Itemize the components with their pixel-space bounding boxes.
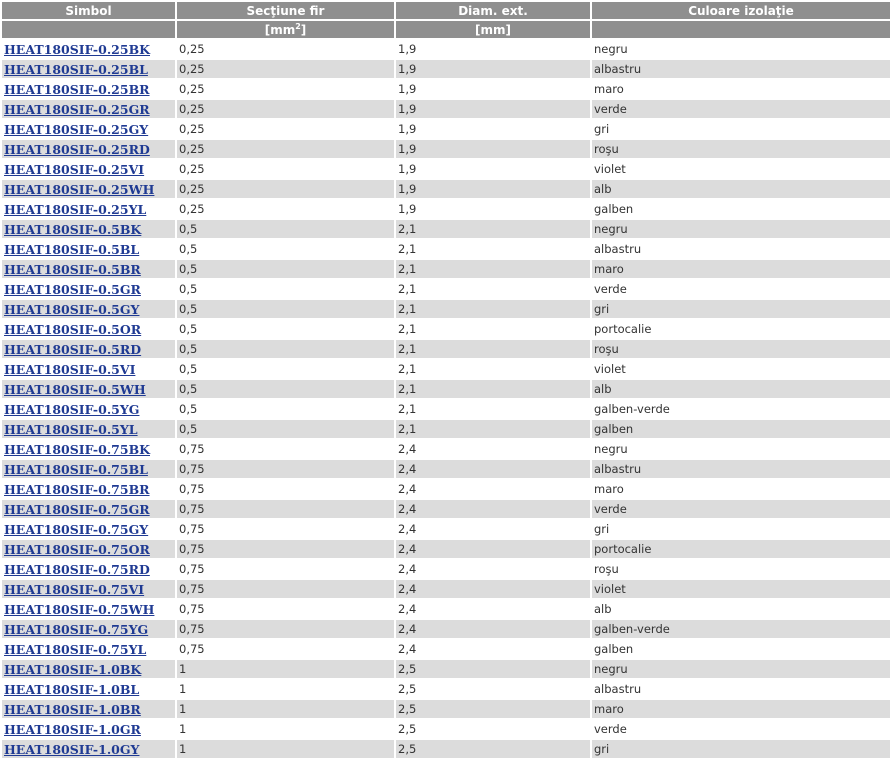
cell-diam: 2,4 <box>396 620 590 638</box>
table-row <box>2 460 890 478</box>
cell-simbol <box>2 660 175 678</box>
table-row <box>2 220 890 238</box>
cell-simbol <box>2 380 175 398</box>
header-sectiune: Secţiune fir <box>177 2 394 19</box>
cell-sectiune: 0,75 <box>177 460 394 478</box>
product-link[interactable]: HEAT180SIF-1.0BK <box>4 661 142 677</box>
cell-sectiune: 0,25 <box>177 160 394 178</box>
cell-culoare: verde <box>592 100 890 118</box>
cell-simbol <box>2 540 175 558</box>
cell-diam: 2,1 <box>396 220 590 238</box>
cell-diam: 1,9 <box>396 160 590 178</box>
cell-diam: 2,1 <box>396 320 590 338</box>
cell-diam: 1,9 <box>396 80 590 98</box>
table-row <box>2 80 890 98</box>
product-link[interactable]: HEAT180SIF-0.5OR <box>4 321 142 337</box>
cell-simbol <box>2 100 175 118</box>
unit-sectiune-base: [mm <box>264 22 296 37</box>
table-row <box>2 300 890 318</box>
table-row <box>2 160 890 178</box>
cell-culoare: galben <box>592 420 890 438</box>
product-link[interactable]: HEAT180SIF-1.0GR <box>4 721 141 737</box>
cell-culoare: negru <box>592 220 890 238</box>
cell-culoare: galben-verde <box>592 400 890 418</box>
table-row <box>2 480 890 498</box>
product-link[interactable]: HEAT180SIF-0.25YL <box>4 201 147 217</box>
cell-culoare: negru <box>592 440 890 458</box>
product-link[interactable]: HEAT180SIF-0.75GY <box>4 521 149 537</box>
product-link[interactable]: HEAT180SIF-0.75RD <box>4 561 150 577</box>
table-row <box>2 560 890 578</box>
cell-simbol <box>2 440 175 458</box>
cell-simbol <box>2 740 175 758</box>
cell-culoare: alb <box>592 600 890 618</box>
table-row <box>2 100 890 118</box>
cell-diam: 2,5 <box>396 720 590 738</box>
cell-simbol <box>2 60 175 78</box>
cell-diam: 2,1 <box>396 420 590 438</box>
cell-sectiune: 0,75 <box>177 500 394 518</box>
cell-simbol <box>2 80 175 98</box>
cell-simbol <box>2 220 175 238</box>
cell-diam: 1,9 <box>396 200 590 218</box>
table-row <box>2 660 890 678</box>
cell-diam: 2,1 <box>396 340 590 358</box>
cell-culoare: roşu <box>592 560 890 578</box>
cell-culoare: galben-verde <box>592 620 890 638</box>
table-row <box>2 380 890 398</box>
cell-culoare: portocalie <box>592 320 890 338</box>
product-link[interactable]: HEAT180SIF-0.25GY <box>4 121 149 137</box>
cell-culoare: gri <box>592 740 890 758</box>
cell-culoare: albastru <box>592 60 890 78</box>
cell-sectiune: 0,5 <box>177 380 394 398</box>
cell-sectiune: 0,75 <box>177 600 394 618</box>
table-row <box>2 140 890 158</box>
unit-empty-culoare <box>592 21 890 38</box>
header-diam: Diam. ext. <box>396 2 590 19</box>
cell-simbol <box>2 240 175 258</box>
cell-simbol <box>2 680 175 698</box>
cell-sectiune: 0,75 <box>177 560 394 578</box>
table-row <box>2 120 890 138</box>
unit-diam: [mm] <box>396 21 590 38</box>
product-link[interactable]: HEAT180SIF-0.25BR <box>4 81 150 97</box>
cell-diam: 2,4 <box>396 600 590 618</box>
cell-simbol <box>2 200 175 218</box>
cell-diam: 2,1 <box>396 380 590 398</box>
product-link[interactable]: HEAT180SIF-0.25BK <box>4 41 150 57</box>
table-row <box>2 240 890 258</box>
table-body <box>2 40 890 758</box>
table-row <box>2 440 890 458</box>
cell-diam: 2,5 <box>396 660 590 678</box>
cell-diam: 2,4 <box>396 560 590 578</box>
cell-sectiune: 0,75 <box>177 480 394 498</box>
cell-sectiune: 0,25 <box>177 120 394 138</box>
product-link[interactable]: HEAT180SIF-0.75YL <box>4 641 147 657</box>
units-row <box>2 21 890 38</box>
cell-culoare: negru <box>592 40 890 58</box>
cell-simbol <box>2 600 175 618</box>
cell-diam: 2,4 <box>396 440 590 458</box>
cell-simbol <box>2 460 175 478</box>
cell-sectiune: 0,25 <box>177 60 394 78</box>
product-link[interactable]: HEAT180SIF-0.5BK <box>4 221 142 237</box>
cell-culoare: galben <box>592 640 890 658</box>
cell-culoare: gri <box>592 120 890 138</box>
table-row <box>2 420 890 438</box>
cell-culoare: maro <box>592 260 890 278</box>
cell-diam: 2,5 <box>396 700 590 718</box>
cell-culoare: violet <box>592 360 890 378</box>
cell-simbol <box>2 620 175 638</box>
cell-simbol <box>2 320 175 338</box>
header-row <box>2 2 890 19</box>
cell-culoare: alb <box>592 380 890 398</box>
cell-culoare: maro <box>592 700 890 718</box>
cell-simbol <box>2 420 175 438</box>
cell-diam: 1,9 <box>396 120 590 138</box>
table-row <box>2 500 890 518</box>
cell-culoare: gri <box>592 300 890 318</box>
cell-sectiune: 1 <box>177 740 394 758</box>
cell-culoare: galben <box>592 200 890 218</box>
cell-diam: 1,9 <box>396 40 590 58</box>
cell-simbol <box>2 400 175 418</box>
cell-sectiune: 0,75 <box>177 580 394 598</box>
cell-sectiune: 0,75 <box>177 620 394 638</box>
cell-sectiune: 0,5 <box>177 280 394 298</box>
product-link[interactable]: HEAT180SIF-0.5BL <box>4 241 140 257</box>
cell-diam: 2,1 <box>396 360 590 378</box>
cell-simbol <box>2 560 175 578</box>
product-link[interactable]: HEAT180SIF-0.5GY <box>4 301 140 317</box>
cell-culoare: maro <box>592 480 890 498</box>
product-link[interactable]: HEAT180SIF-0.25WH <box>4 181 155 197</box>
table-row <box>2 680 890 698</box>
product-link[interactable]: HEAT180SIF-0.25RD <box>4 141 150 157</box>
cell-culoare: violet <box>592 580 890 598</box>
cell-culoare: negru <box>592 660 890 678</box>
cell-sectiune: 0,75 <box>177 520 394 538</box>
cell-sectiune: 0,25 <box>177 100 394 118</box>
product-link[interactable]: HEAT180SIF-0.25BL <box>4 61 148 77</box>
cell-sectiune: 0,25 <box>177 80 394 98</box>
table-row <box>2 280 890 298</box>
product-link[interactable]: HEAT180SIF-1.0BR <box>4 701 141 717</box>
table-row <box>2 260 890 278</box>
cell-simbol <box>2 700 175 718</box>
cell-simbol <box>2 480 175 498</box>
cell-simbol <box>2 40 175 58</box>
cell-simbol <box>2 140 175 158</box>
product-link[interactable]: HEAT180SIF-0.25VI <box>4 161 145 177</box>
table-row <box>2 180 890 198</box>
cell-culoare: verde <box>592 280 890 298</box>
table-row <box>2 640 890 658</box>
cell-diam: 1,9 <box>396 60 590 78</box>
cell-culoare: albastru <box>592 680 890 698</box>
table-row <box>2 580 890 598</box>
cell-sectiune: 0,5 <box>177 420 394 438</box>
table-row <box>2 720 890 738</box>
cell-diam: 2,1 <box>396 240 590 258</box>
cell-diam: 2,4 <box>396 640 590 658</box>
product-link[interactable]: HEAT180SIF-0.25GR <box>4 101 150 117</box>
cell-diam: 2,4 <box>396 460 590 478</box>
table-row <box>2 700 890 718</box>
cell-diam: 1,9 <box>396 100 590 118</box>
cell-sectiune: 0,25 <box>177 200 394 218</box>
cell-simbol <box>2 260 175 278</box>
table-row <box>2 520 890 538</box>
product-link[interactable]: HEAT180SIF-0.75BR <box>4 481 150 497</box>
table-row <box>2 620 890 638</box>
table-row <box>2 360 890 378</box>
cell-sectiune: 0,5 <box>177 400 394 418</box>
cell-culoare: verde <box>592 500 890 518</box>
cell-diam: 1,9 <box>396 180 590 198</box>
cell-culoare: roşu <box>592 340 890 358</box>
cell-simbol <box>2 360 175 378</box>
cell-sectiune: 0,25 <box>177 140 394 158</box>
table-row <box>2 600 890 618</box>
table-row <box>2 400 890 418</box>
table-row <box>2 740 890 758</box>
cell-simbol <box>2 340 175 358</box>
cell-diam: 2,4 <box>396 540 590 558</box>
product-link[interactable]: HEAT180SIF-0.5RD <box>4 341 142 357</box>
table-row <box>2 200 890 218</box>
cell-sectiune: 0,5 <box>177 360 394 378</box>
table-row <box>2 40 890 58</box>
product-link[interactable]: HEAT180SIF-0.5BR <box>4 261 141 277</box>
cell-diam: 2,4 <box>396 580 590 598</box>
unit-empty-simbol <box>2 21 175 38</box>
product-link[interactable]: HEAT180SIF-0.75VI <box>4 581 145 597</box>
table-row <box>2 60 890 78</box>
table-row <box>2 340 890 358</box>
product-link[interactable]: HEAT180SIF-0.75BK <box>4 441 150 457</box>
cell-sectiune: 0,5 <box>177 320 394 338</box>
cell-culoare: gri <box>592 520 890 538</box>
product-link[interactable]: HEAT180SIF-1.0GY <box>4 741 140 757</box>
cell-sectiune: 0,75 <box>177 540 394 558</box>
cell-simbol <box>2 280 175 298</box>
cell-sectiune: 1 <box>177 680 394 698</box>
table-row <box>2 320 890 338</box>
cell-culoare: violet <box>592 160 890 178</box>
cell-sectiune: 0,5 <box>177 300 394 318</box>
table-header <box>2 2 890 38</box>
unit-sectiune-sup: 2 <box>295 21 301 31</box>
header-culoare: Culoare izolaţie <box>592 2 890 19</box>
product-link[interactable]: HEAT180SIF-0.5YG <box>4 401 140 417</box>
cell-culoare: albastru <box>592 240 890 258</box>
cell-diam: 2,1 <box>396 280 590 298</box>
cell-simbol <box>2 500 175 518</box>
cell-simbol <box>2 120 175 138</box>
cell-diam: 2,4 <box>396 500 590 518</box>
cell-sectiune: 0,5 <box>177 340 394 358</box>
cell-diam: 2,4 <box>396 520 590 538</box>
cell-culoare: maro <box>592 80 890 98</box>
cell-culoare: alb <box>592 180 890 198</box>
cell-sectiune: 1 <box>177 720 394 738</box>
product-link[interactable]: HEAT180SIF-0.75WH <box>4 601 155 617</box>
cell-diam: 2,4 <box>396 480 590 498</box>
table-row <box>2 540 890 558</box>
header-simbol: Simbol <box>2 2 175 19</box>
cell-culoare: roşu <box>592 140 890 158</box>
product-link[interactable]: HEAT180SIF-0.5VI <box>4 361 136 377</box>
cell-diam: 2,1 <box>396 260 590 278</box>
product-link[interactable]: HEAT180SIF-0.75OR <box>4 541 150 557</box>
product-link[interactable]: HEAT180SIF-0.75BL <box>4 461 148 477</box>
cell-simbol <box>2 720 175 738</box>
cell-simbol <box>2 640 175 658</box>
cell-diam: 1,9 <box>396 140 590 158</box>
cell-sectiune: 0,5 <box>177 260 394 278</box>
cell-sectiune: 0,75 <box>177 640 394 658</box>
product-link[interactable]: HEAT180SIF-0.5WH <box>4 381 146 397</box>
product-link[interactable]: HEAT180SIF-0.75YG <box>4 621 149 637</box>
cell-culoare: albastru <box>592 460 890 478</box>
cell-sectiune: 1 <box>177 660 394 678</box>
product-link[interactable]: HEAT180SIF-0.75GR <box>4 501 150 517</box>
cell-diam: 2,1 <box>396 300 590 318</box>
cell-sectiune: 0,25 <box>177 180 394 198</box>
cell-sectiune: 0,75 <box>177 440 394 458</box>
cell-sectiune: 1 <box>177 700 394 718</box>
cell-simbol <box>2 160 175 178</box>
cell-sectiune: 0,5 <box>177 240 394 258</box>
unit-sectiune <box>177 21 394 38</box>
cell-diam: 2,5 <box>396 680 590 698</box>
cell-diam: 2,5 <box>396 740 590 758</box>
cell-simbol <box>2 580 175 598</box>
cell-sectiune: 0,25 <box>177 40 394 58</box>
cell-sectiune: 0,5 <box>177 220 394 238</box>
cell-simbol <box>2 300 175 318</box>
cell-diam: 2,1 <box>396 400 590 418</box>
product-link[interactable]: HEAT180SIF-1.0BL <box>4 681 140 697</box>
cell-simbol <box>2 520 175 538</box>
product-link[interactable]: HEAT180SIF-0.5YL <box>4 421 138 437</box>
product-link[interactable]: HEAT180SIF-0.5GR <box>4 281 141 297</box>
unit-sectiune-end: ] <box>300 22 307 37</box>
cell-simbol <box>2 180 175 198</box>
cell-culoare: portocalie <box>592 540 890 558</box>
cell-culoare: verde <box>592 720 890 738</box>
